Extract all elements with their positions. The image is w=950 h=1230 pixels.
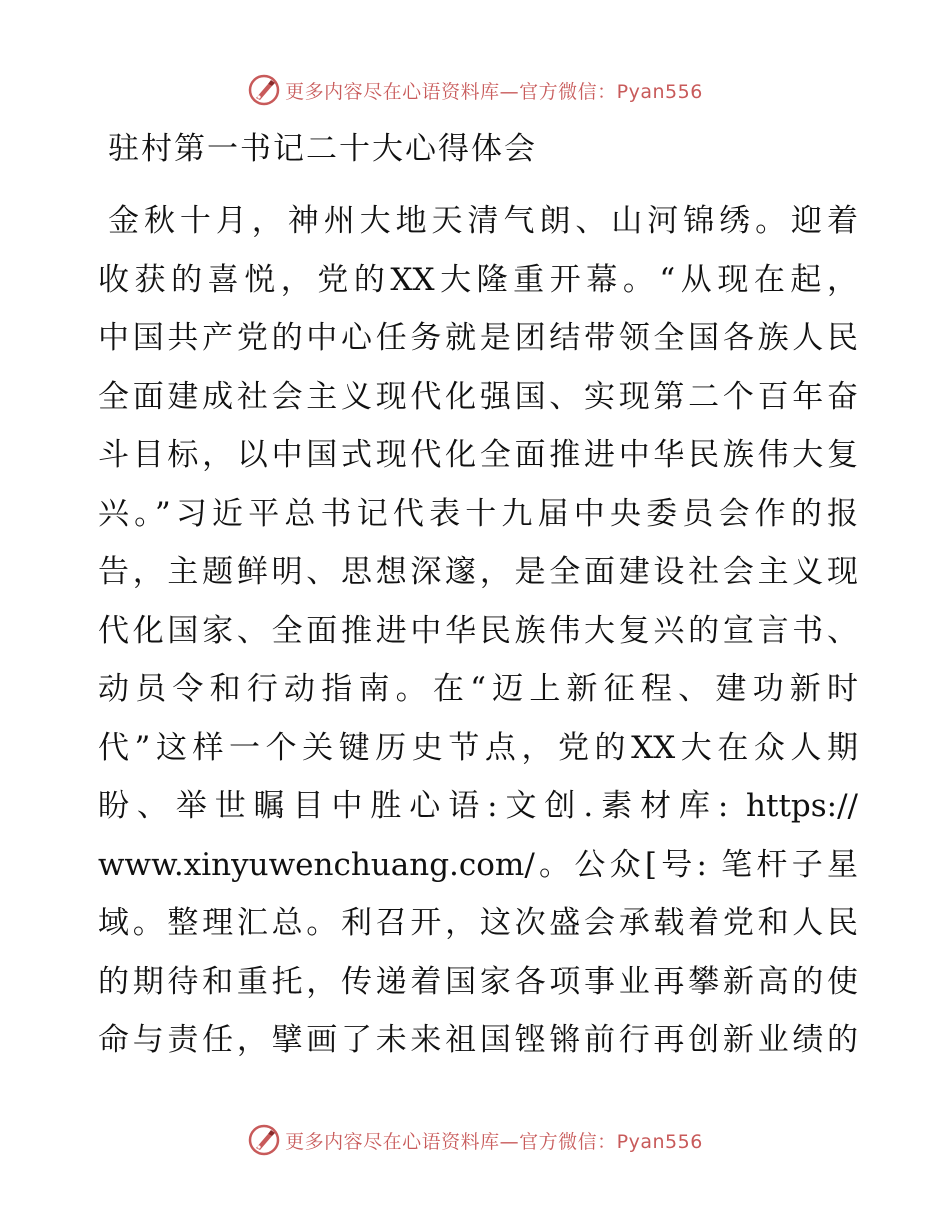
body-line: 的期待和重托，传递着国家各项事业再攀新高的使 [98, 963, 858, 1000]
header-banner-text: 更多内容尽在心语资料库—官方微信：Pyan556 [285, 80, 703, 103]
footer-wechat-id: Pyan556 [616, 1130, 703, 1153]
footer-banner [0, 1118, 950, 1162]
body-line: 代”这样一个关键历史节点，党的XX大在众人期 [98, 729, 858, 766]
footer-banner-text: 更多内容尽在心语资料库—官方微信：Pyan556 [285, 1130, 703, 1153]
body-line: 中国共产党的中心任务就是团结带领全国各族人民 [98, 320, 858, 356]
body-line: 盼、举世瞩目中胜心语:文创.素材库: https:// [98, 788, 858, 824]
body-line: www.xinyuwenchuang.com/。公众[号: 笔杆子星 [98, 846, 858, 883]
body-line: 全面建成社会主义现代化强国、实现第二个百年奋 [98, 378, 858, 415]
document-body [98, 192, 858, 1070]
body-line: 金秋十月，神州大地天清气朗、山河锦绣。迎着 [108, 203, 858, 239]
body-line: 域。整理汇总。利召开，这次盛会承载着党和人民 [98, 905, 858, 941]
body-line: 兴。”习近平总书记代表十九届中央委员会作的报 [98, 495, 858, 532]
header-banner [0, 68, 950, 112]
body-line: 收获的喜悦，党的XX大隆重开幕。“从现在起， [98, 261, 858, 298]
pen-nib-logo-icon [247, 1123, 281, 1157]
document-title: 驻村第一书记二十大心得体会 [108, 131, 537, 167]
body-line: 代化国家、全面推进中华民族伟大复兴的宣言书、 [98, 612, 858, 649]
pen-nib-logo-icon [247, 73, 281, 107]
body-line: 动员令和行动指南。在“迈上新征程、建功新时 [98, 671, 858, 707]
body-line: 斗目标，以中国式现代化全面推进中华民族伟大复 [98, 437, 858, 473]
body-line: 告，主题鲜明、思想深邃，是全面建设社会主义现 [98, 554, 858, 590]
body-line: 命与责任，擘画了未来祖国铿锵前行再创新业绩的 [98, 1022, 858, 1058]
header-wechat-id: Pyan556 [616, 80, 703, 103]
